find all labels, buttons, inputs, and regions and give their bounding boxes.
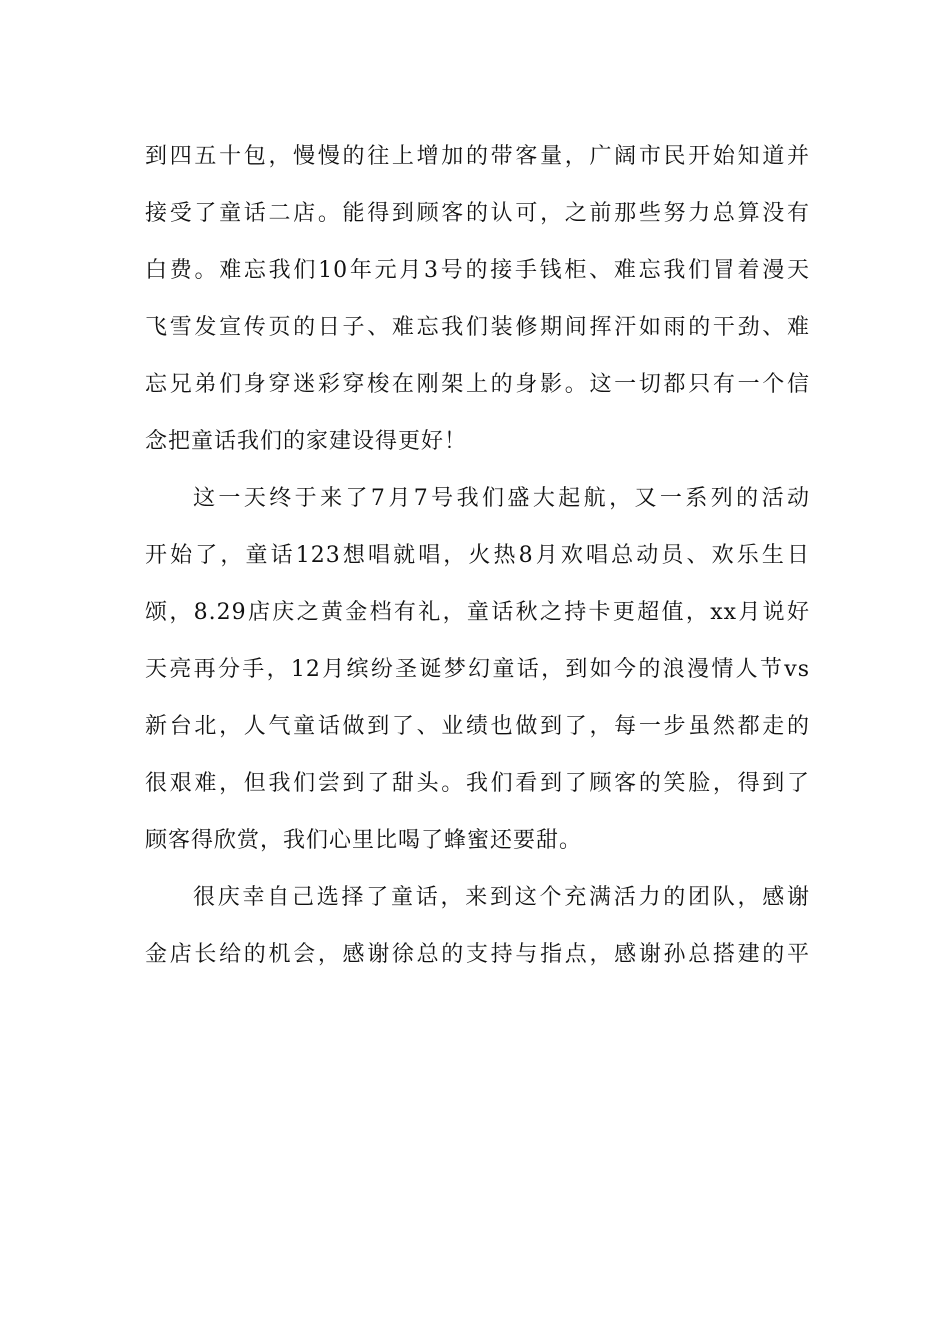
- text-line: 新台北，人气童话做到了、业绩也做到了，每一步虽然都走的: [145, 714, 810, 739]
- text-line: 天亮再分手，12月缤纷圣诞梦幻童话，到如今的浪漫情人节vs: [145, 657, 810, 682]
- text-line: 白费。难忘我们10年元月3号的接手钱柜、难忘我们冒着漫天: [145, 258, 810, 283]
- paragraph-1: [145, 128, 810, 470]
- text-line: 颂，8.29店庆之黄金档有礼，童话秋之持卡更超值，xx月说好: [145, 600, 810, 625]
- paragraph-2: [145, 470, 810, 869]
- text-line: 很艰难，但我们尝到了甜头。我们看到了顾客的笑脸，得到了: [145, 771, 810, 796]
- text-line: 接受了童话二店。能得到顾客的认可，之前那些努力总算没有: [145, 201, 810, 226]
- text-line: 忘兄弟们身穿迷彩穿梭在刚架上的身影。这一切都只有一个信: [145, 372, 810, 397]
- text-line: 很庆幸自己选择了童话，来到这个充满活力的团队，感谢: [193, 885, 810, 910]
- text-line: 到四五十包，慢慢的往上增加的带客量，广阔市民开始知道并: [145, 144, 810, 169]
- document-body: [145, 128, 810, 983]
- text-line: 顾客得欣赏，我们心里比喝了蜂蜜还要甜。: [145, 828, 583, 853]
- text-line: 这一天终于来了7月7号我们盛大起航，又一系列的活动: [193, 486, 810, 511]
- text-line: 念把童话我们的家建设得更好！: [145, 429, 468, 454]
- text-line: 开始了，童话123想唱就唱，火热8月欢唱总动员、欢乐生日: [145, 543, 810, 568]
- paragraph-3: [145, 869, 810, 983]
- text-line: 金店长给的机会，感谢徐总的支持与指点，感谢孙总搭建的平: [145, 942, 810, 967]
- text-line: 飞雪发宣传页的日子、难忘我们装修期间挥汗如雨的干劲、难: [145, 315, 810, 340]
